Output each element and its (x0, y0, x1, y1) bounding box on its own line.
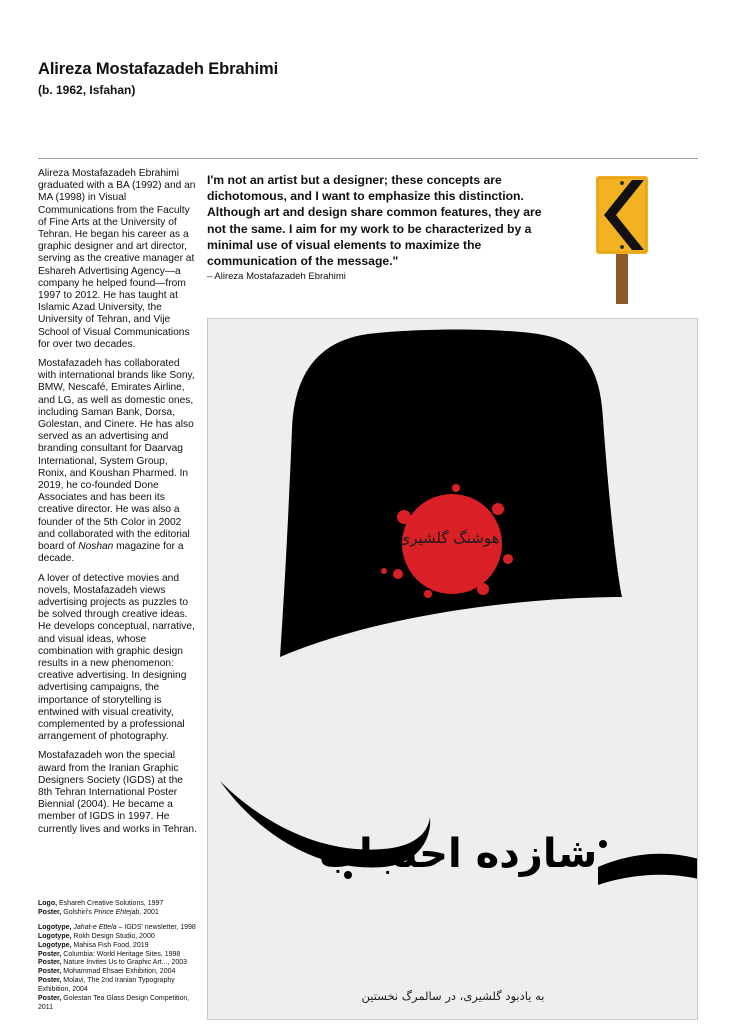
poster-prince-ehtejab (207, 318, 698, 1020)
bolt-icon (620, 181, 624, 185)
bolt-icon (620, 245, 624, 249)
credit-row: Poster, Golshiri's Prince Ehtejab, 2001 (38, 908, 159, 916)
credit-row: Logo, Eshareh Creative Solutions, 1997 (38, 900, 164, 907)
birth-info: (b. 1962, Isfahan) (38, 83, 136, 97)
designer-name: Alireza Mostafazadeh Ebrahimi (38, 60, 279, 78)
credit-row: Poster, Mohammad Ehsaei Exhibition, 2004 (38, 968, 176, 976)
biography (38, 168, 198, 843)
bio-paragraph-2 (38, 358, 198, 565)
work-credits (38, 900, 200, 1019)
quote-text: I'm not an artist but a designer; these concepts are dichotomous, and I want to emphasize this distinction. Although art and design share common features, they are not the same. I aim for my work to be characterized by a minimal use of visual elements to maximize the communication of the message." (207, 173, 542, 269)
bio-paragraph-1: Alireza Mostafazadeh Ebrahimi graduated with a BA (1992) and an MA (1998) in Visual Communications from the Faculty of Fine Arts at the University of Tehran. He began his career as a graphic designer and art director, serving as the creative manager at Eshareh Advertising Agency—a company he helped found—from 1997 to 2012. He has taught at Islamic Azad University, the University of Tehran, and Vije School of Visual Communications for over two decades. (38, 168, 196, 350)
sign-post (616, 252, 628, 304)
bio-text: magazine for a decade. (38, 541, 184, 565)
credit-row: Logotype, Jahat-e Ettela – IGDS' newsletter, 1998 (38, 923, 196, 931)
magazine-title: Noshan (78, 541, 114, 553)
credits-group-2 (38, 924, 200, 1013)
credit-row: Poster, Molavi, The 2nd Iranian Typography Exhibition, 2004 (38, 977, 175, 994)
poster-artwork (208, 319, 698, 1020)
credit-row: Poster, Nature Invites Us to Graphic Art..., 2003 (38, 959, 188, 967)
quote-attribution: – Alireza Mostafazadeh Ebrahimi (207, 271, 346, 283)
bio-paragraph-4: Mostafazadeh won the special award from the Iranian Graphic Designers Society (IGDS) at the 8th Tehran International Poster Biennial (2004). He became a member of IGDS in 1997. He currently lives and works in Tehran. (38, 750, 197, 835)
credits-group-1 (38, 900, 200, 918)
hat-shape (280, 330, 622, 658)
sign-panel (596, 176, 648, 254)
poster-author-name: هوشنگ گلشیری (398, 529, 500, 547)
poster-title-calligraphy: شازده احتجاب (318, 831, 598, 877)
designer-quote (207, 172, 552, 282)
poster-footer: به یادبود گلشیری، در سالمرگ نخستین (361, 989, 545, 1003)
credit-row: Logotype, Rokh Design Studio, 2000 (38, 932, 155, 940)
bio-text: Mostafazadeh has collaborated with international brands like Sony, BMW, Nescafé, Emirates Airline, and LG, as well as domestic ones, including Saman Bank, Dorsa, Golestan, and Cinere. He has also served as an advertising and branding consultant for Daarvag International, System Group, Ronix, and Koushan Pharmed. In 2019, he co-founded Done Associates and has been its creative director. He was also a founder of the 5th Color in 2002 and collaborated with the editorial board of (38, 358, 195, 553)
chevron-left-road-sign-icon (596, 176, 648, 304)
bio-paragraph-3: A lover of detective movies and novels, Mostafazadeh views advertising projects as puzzles to be solved through creative ideas. He develops conceptual, narrative, and visual ideas, whose combination with graphic design results in a new phenomenon: creative advertising. In designing advertising campaigns, the importance of storytelling is entwined with visual creativity, complemented by a professional arrangement of photography. (38, 572, 195, 743)
header-divider (38, 158, 698, 159)
credit-row: Poster, Golestan Tea Glass Design Competition, 2011 (38, 995, 190, 1011)
credit-row: Logotype, Mahisa Fish Food, 2019 (38, 941, 149, 949)
road-sign-graphic (596, 176, 648, 304)
page-header (38, 60, 278, 97)
credit-row: Poster, Columbia: World Heritage Sites, 1998 (38, 950, 181, 958)
